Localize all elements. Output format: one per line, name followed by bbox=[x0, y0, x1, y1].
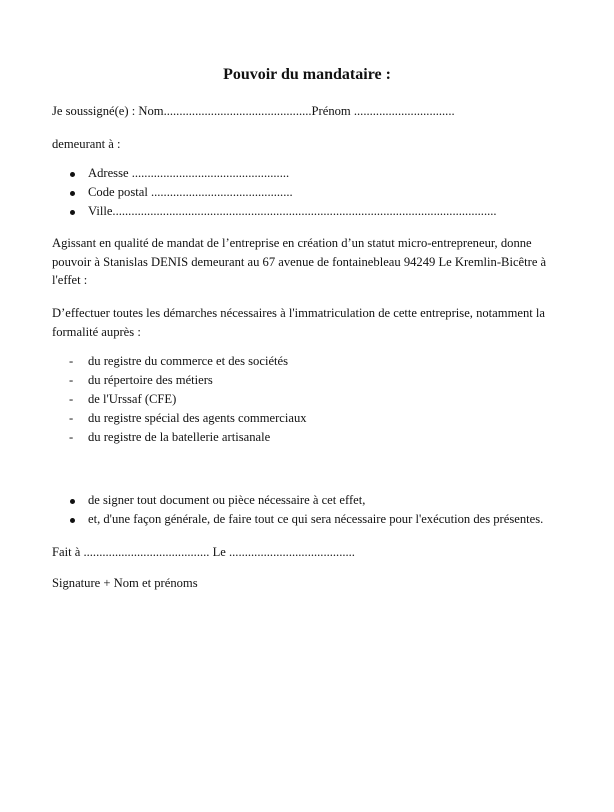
dash-icon: - bbox=[69, 392, 74, 406]
registry-item-label: du registre du commerce et des sociétés bbox=[88, 354, 289, 368]
bullet-icon bbox=[70, 499, 75, 504]
bullet-icon bbox=[70, 172, 75, 177]
agissant-paragraph: Agissant en qualité de mandat de l’entreprise en création d’un statut micro-entrepreneur, donne pouvoir à Stanislas DENIS demeurant au 67 avenue de fontainebleau 94249 Le Kremlin-Bicêtre à l'effet : bbox=[52, 236, 547, 287]
fait-line: Fait à ........................................ Le ........................................ bbox=[52, 545, 355, 559]
dash-icon: - bbox=[69, 354, 74, 368]
postal-code-item-label: Code postal ............................................. bbox=[88, 185, 293, 199]
registry-list bbox=[52, 352, 307, 447]
list-item bbox=[52, 371, 307, 390]
signature-line: Signature + Nom et prénoms bbox=[52, 576, 198, 590]
city-item-label: Ville.......................................................................................................................... bbox=[88, 204, 497, 218]
effectuer-paragraph: D’effectuer toutes les démarches nécessaires à l'immatriculation de cette entreprise, notamment la formalité auprès : bbox=[52, 306, 545, 339]
bullet-icon bbox=[70, 191, 75, 196]
soussigne-line: Je soussigné(e) : Nom...............................................Prénom ................................ bbox=[52, 104, 455, 118]
dash-icon: - bbox=[69, 373, 74, 387]
registry-item-label: de l'Urssaf (CFE) bbox=[88, 392, 177, 406]
list-item bbox=[52, 428, 307, 447]
registry-item-label: du répertoire des métiers bbox=[88, 373, 213, 387]
dash-icon: - bbox=[69, 411, 74, 425]
document-title: Pouvoir du mandataire : bbox=[223, 66, 391, 83]
action-item-label: de signer tout document ou pièce nécessaire à cet effet, bbox=[88, 493, 366, 507]
list-item bbox=[52, 202, 497, 221]
address-list bbox=[52, 164, 497, 221]
dash-icon: - bbox=[69, 430, 74, 444]
list-item bbox=[52, 352, 307, 371]
list-item bbox=[52, 409, 307, 428]
list-item bbox=[52, 491, 543, 510]
list-item bbox=[52, 183, 497, 202]
registry-item-label: du registre de la batellerie artisanale bbox=[88, 430, 271, 444]
list-item bbox=[52, 510, 543, 529]
action-list bbox=[52, 491, 543, 529]
list-item bbox=[52, 164, 497, 183]
address-item-label: Adresse .................................................. bbox=[88, 166, 290, 180]
bullet-icon bbox=[70, 210, 75, 215]
registry-item-label: du registre spécial des agents commerciaux bbox=[88, 411, 307, 425]
bullet-icon bbox=[70, 518, 75, 523]
demeurant-line: demeurant à : bbox=[52, 137, 121, 151]
list-item bbox=[52, 390, 307, 409]
action-item-label: et, d'une façon générale, de faire tout ce qui sera nécessaire pour l'exécution des présentes. bbox=[88, 512, 544, 526]
